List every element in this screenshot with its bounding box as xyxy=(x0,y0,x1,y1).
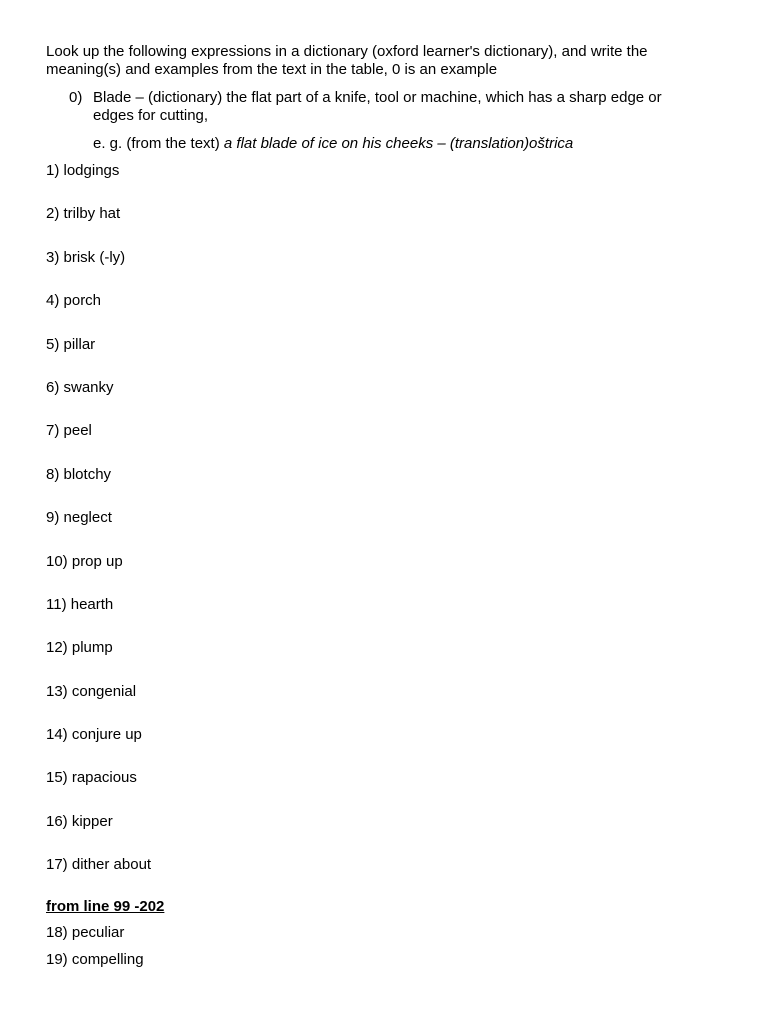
list-item: 7) peel xyxy=(46,422,92,440)
vocabulary-list xyxy=(46,162,706,900)
list-item: 19) compelling xyxy=(46,951,144,968)
example-usage xyxy=(46,135,706,153)
list-item: 15) rapacious xyxy=(46,769,137,787)
example-usage-prefix: e. g. (from the text) xyxy=(93,135,224,152)
example-definition: Blade – (dictionary) the flat part of a knife, tool or machine, which has a sharp edge or edges for cutting, xyxy=(93,89,662,124)
list-item: 12) plump xyxy=(46,639,113,657)
vocabulary-list-2 xyxy=(46,924,144,978)
instructions-text: Look up the following expressions in a dictionary (oxford learner's dictionary), and write the meaning(s) and examples from the text in the table, 0 is an example xyxy=(46,43,648,78)
example-definition-row xyxy=(46,89,706,125)
list-item: 4) porch xyxy=(46,292,102,310)
list-item: 8) blotchy xyxy=(46,465,112,483)
list-item: 6) swanky xyxy=(46,378,114,396)
list-item: 1) lodgings xyxy=(46,162,120,179)
list-item: 5) pillar xyxy=(46,335,96,353)
example-number: 0) xyxy=(69,89,83,106)
list-item: 18) peculiar xyxy=(46,924,125,941)
list-item: 17) dither about xyxy=(46,856,152,874)
list-item: 11) hearth xyxy=(46,595,114,613)
section-heading: from line 99 -202 xyxy=(46,898,165,915)
list-item: 9) neglect xyxy=(46,509,112,527)
list-item: 3) brisk (-ly) xyxy=(46,248,126,266)
list-item: 10) prop up xyxy=(46,552,123,570)
example-usage-quote: a flat blade of ice on his cheeks – (translation)oštrica xyxy=(223,135,574,152)
example-entry xyxy=(46,89,706,153)
list-item: 13) congenial xyxy=(46,682,137,700)
list-item: 14) conjure up xyxy=(46,726,142,744)
list-item: 2) trilby hat xyxy=(46,205,121,223)
list-item: 16) kipper xyxy=(46,812,113,830)
